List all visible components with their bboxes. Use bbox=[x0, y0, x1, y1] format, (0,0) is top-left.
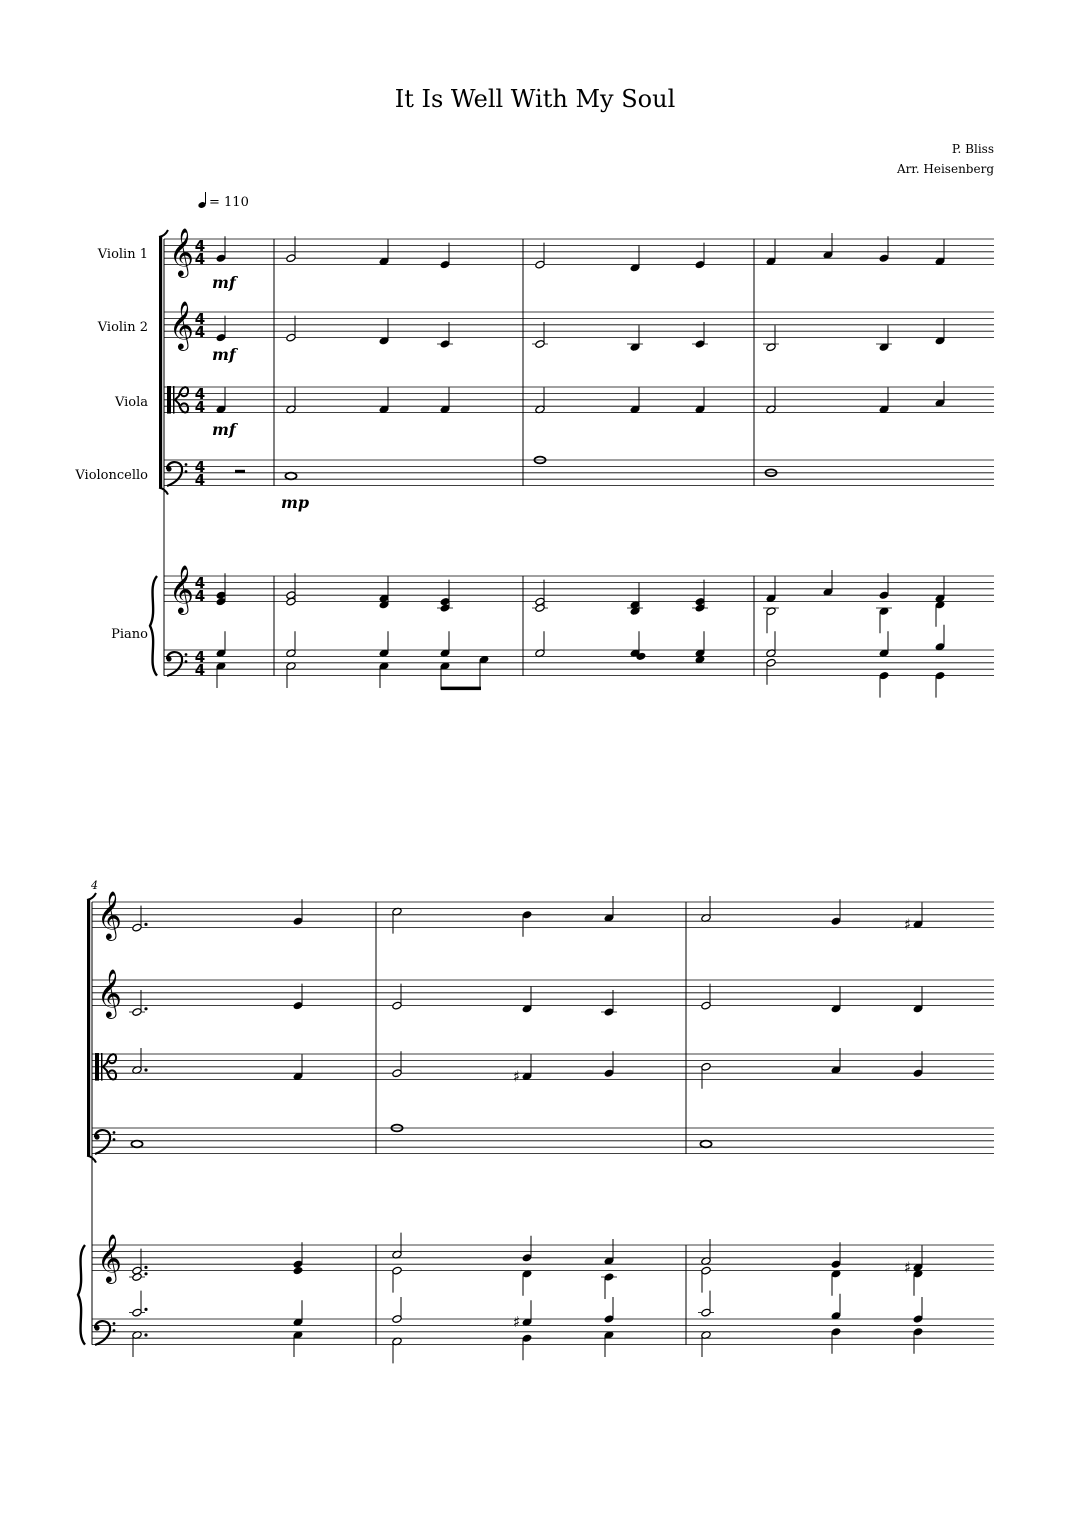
note bbox=[379, 662, 389, 688]
treble-clef-icon: 𝄞 bbox=[169, 300, 194, 349]
alto-clef-bar bbox=[173, 386, 175, 414]
dynamic-violin-1: mf bbox=[212, 273, 236, 292]
treble-clef-icon: 𝄞 bbox=[97, 968, 122, 1017]
note bbox=[522, 987, 532, 1013]
notehead bbox=[700, 1141, 711, 1148]
staff bbox=[92, 980, 994, 1006]
note bbox=[701, 1266, 711, 1292]
note bbox=[216, 387, 226, 413]
note bbox=[831, 899, 841, 925]
note bbox=[913, 1297, 923, 1323]
note bbox=[630, 387, 640, 413]
note bbox=[700, 1141, 711, 1148]
note bbox=[831, 1242, 841, 1268]
note bbox=[293, 1242, 303, 1268]
augmentation-dot bbox=[144, 1266, 147, 1269]
note bbox=[293, 1300, 303, 1326]
note bbox=[627, 325, 643, 351]
note bbox=[701, 1239, 711, 1265]
note bbox=[876, 607, 892, 633]
bracket-bar bbox=[159, 237, 162, 488]
note bbox=[823, 233, 833, 259]
note bbox=[293, 1054, 303, 1080]
bass-clef-dot bbox=[113, 1138, 116, 1141]
note bbox=[131, 1141, 142, 1148]
note bbox=[601, 990, 617, 1016]
bass-clef-icon bbox=[94, 1321, 115, 1345]
note bbox=[532, 322, 548, 348]
augmentation-dot bbox=[144, 1007, 147, 1010]
note bbox=[823, 570, 833, 596]
bass-clef-dot bbox=[166, 466, 171, 471]
score-title: It Is Well With My Soul bbox=[394, 85, 676, 113]
augmentation-dot bbox=[144, 923, 147, 926]
time-signature-denominator: 4 bbox=[194, 661, 206, 679]
time-signature-numerator: 4 bbox=[194, 385, 206, 403]
treble-clef-icon: 𝄞 bbox=[169, 227, 194, 276]
note bbox=[535, 243, 545, 269]
note bbox=[129, 1272, 148, 1281]
note bbox=[913, 1051, 923, 1077]
note bbox=[129, 990, 148, 1016]
staff bbox=[92, 1128, 994, 1154]
note bbox=[535, 631, 545, 657]
note bbox=[285, 473, 296, 480]
note bbox=[132, 1249, 148, 1275]
note bbox=[913, 1327, 923, 1353]
note bbox=[604, 896, 614, 922]
sharp-sign: ♯ bbox=[904, 915, 912, 934]
note bbox=[604, 1297, 614, 1323]
sharp-sign: ♯ bbox=[904, 1258, 912, 1277]
note bbox=[437, 322, 453, 348]
note bbox=[522, 1269, 532, 1295]
time-signature-numerator: 4 bbox=[194, 648, 206, 666]
note bbox=[766, 658, 776, 684]
note bbox=[935, 381, 945, 407]
note bbox=[701, 896, 711, 922]
bass-clef-icon bbox=[94, 1130, 115, 1154]
note bbox=[935, 239, 945, 265]
note bbox=[766, 576, 776, 602]
note bbox=[879, 236, 889, 262]
notehead bbox=[293, 1266, 303, 1275]
half-rest bbox=[235, 470, 245, 473]
note bbox=[216, 316, 226, 342]
note bbox=[132, 1048, 148, 1074]
note bbox=[392, 1337, 402, 1363]
note bbox=[392, 984, 402, 1010]
note bbox=[440, 387, 450, 413]
note bbox=[604, 1331, 614, 1357]
note bbox=[293, 984, 303, 1010]
note bbox=[831, 1294, 841, 1320]
note bbox=[513, 1300, 532, 1331]
bass-clef-curve bbox=[167, 652, 182, 676]
note bbox=[935, 625, 945, 651]
sharp-sign: ♯ bbox=[513, 1313, 521, 1332]
bass-clef-dot bbox=[185, 463, 188, 466]
note bbox=[904, 902, 923, 933]
note bbox=[293, 1331, 303, 1357]
time-signature-numerator: 4 bbox=[194, 574, 206, 592]
staff bbox=[92, 1319, 994, 1345]
note bbox=[379, 387, 389, 413]
note bbox=[216, 631, 226, 657]
note bbox=[216, 236, 226, 262]
note bbox=[695, 243, 705, 269]
bass-clef-icon bbox=[166, 462, 187, 486]
note bbox=[879, 631, 889, 657]
treble-clef-icon: 𝄞 bbox=[97, 890, 122, 939]
instrument-name-piano: Piano bbox=[111, 627, 148, 642]
note bbox=[701, 984, 711, 1010]
note bbox=[879, 671, 889, 697]
note bbox=[701, 1331, 711, 1357]
instrument-name-violoncello: Violoncello bbox=[75, 468, 148, 483]
tempo-marking bbox=[197, 192, 248, 210]
note bbox=[293, 1266, 303, 1275]
augmentation-dot bbox=[144, 1272, 147, 1275]
note bbox=[379, 319, 389, 345]
note bbox=[286, 236, 296, 262]
note bbox=[935, 576, 945, 602]
note bbox=[522, 910, 532, 936]
tempo-text: = 110 bbox=[209, 195, 249, 210]
note bbox=[630, 631, 640, 657]
staff bbox=[92, 902, 994, 928]
beam bbox=[441, 687, 481, 691]
note bbox=[695, 387, 705, 413]
note bbox=[535, 387, 545, 413]
note bbox=[879, 573, 889, 599]
note bbox=[698, 1291, 714, 1317]
note bbox=[286, 631, 296, 657]
time-signature-denominator: 4 bbox=[194, 323, 206, 341]
notehead bbox=[131, 1141, 142, 1148]
sharp-sign: ♯ bbox=[513, 1067, 521, 1086]
note bbox=[831, 1269, 841, 1295]
note bbox=[392, 1297, 402, 1323]
instrument-name-viola: Viola bbox=[114, 395, 148, 410]
note bbox=[766, 631, 776, 657]
note bbox=[513, 1054, 532, 1085]
staff bbox=[92, 1245, 994, 1271]
note bbox=[601, 1273, 617, 1299]
bracket-bar bbox=[87, 900, 90, 1156]
note bbox=[876, 325, 892, 351]
bass-clef-curve bbox=[95, 1321, 110, 1345]
note bbox=[913, 987, 923, 1013]
dynamic-violoncello: mp bbox=[281, 493, 310, 512]
alto-clef-bar bbox=[101, 1053, 103, 1081]
staff bbox=[164, 312, 994, 338]
note bbox=[766, 387, 776, 413]
note bbox=[392, 1051, 402, 1077]
treble-clef-icon: 𝄞 bbox=[169, 564, 194, 613]
instrument-name-violin-1: Violin 1 bbox=[97, 247, 148, 262]
augmentation-dot bbox=[144, 1068, 147, 1071]
note bbox=[440, 631, 450, 657]
note bbox=[913, 1269, 923, 1295]
augmentation-dot bbox=[144, 1308, 147, 1311]
bass-clef-icon bbox=[166, 652, 187, 676]
time-signature-denominator: 4 bbox=[194, 398, 206, 416]
note bbox=[392, 907, 402, 933]
bass-clef-dot bbox=[185, 653, 188, 656]
note bbox=[766, 239, 776, 265]
time-signature-numerator: 4 bbox=[194, 237, 206, 255]
bass-clef-dot bbox=[94, 1134, 99, 1139]
note bbox=[379, 631, 389, 657]
composer-credit: P. Bliss bbox=[951, 142, 994, 156]
bass-clef-curve bbox=[167, 462, 182, 486]
bass-clef-dot bbox=[94, 1325, 99, 1330]
note bbox=[392, 1266, 402, 1292]
note bbox=[831, 1048, 841, 1074]
note bbox=[935, 671, 945, 697]
note bbox=[379, 239, 389, 265]
dynamic-violin-2: mf bbox=[212, 345, 236, 364]
augmentation-dot bbox=[144, 1333, 147, 1336]
note bbox=[701, 1062, 711, 1088]
note bbox=[440, 243, 450, 269]
note bbox=[216, 662, 226, 688]
time-signature-denominator: 4 bbox=[194, 587, 206, 605]
notehead bbox=[132, 1273, 142, 1282]
note bbox=[132, 906, 148, 932]
note bbox=[604, 1239, 614, 1265]
notation bbox=[78, 227, 994, 1363]
dynamic-viola: mf bbox=[212, 420, 236, 439]
bass-clef-dot bbox=[166, 656, 171, 661]
note bbox=[879, 387, 889, 413]
note bbox=[286, 662, 296, 688]
treble-clef-icon: 𝄞 bbox=[97, 1233, 122, 1282]
note bbox=[129, 1291, 148, 1317]
arranger-credit: Arr. Heisenberg bbox=[896, 162, 994, 176]
bass-clef-curve bbox=[95, 1130, 110, 1154]
time-signature-denominator: 4 bbox=[194, 250, 206, 268]
instrument-name-violin-2: Violin 2 bbox=[97, 320, 148, 335]
note bbox=[763, 325, 779, 351]
time-signature-denominator: 4 bbox=[194, 471, 206, 489]
piano-brace bbox=[78, 1245, 85, 1345]
piano-brace bbox=[150, 576, 157, 676]
note bbox=[286, 316, 296, 342]
note bbox=[935, 319, 945, 345]
alto-clef-bar bbox=[167, 386, 171, 414]
note bbox=[630, 246, 640, 272]
note bbox=[286, 387, 296, 413]
measure-number: 4 bbox=[91, 879, 98, 892]
note bbox=[935, 600, 945, 626]
note bbox=[695, 631, 705, 657]
note bbox=[604, 1051, 614, 1077]
staff bbox=[92, 1054, 994, 1080]
note bbox=[392, 1233, 402, 1259]
note bbox=[831, 1327, 841, 1353]
bracket-top bbox=[159, 230, 168, 237]
notehead bbox=[285, 473, 296, 480]
bass-clef-dot bbox=[113, 1322, 116, 1325]
note bbox=[132, 1331, 148, 1357]
note bbox=[522, 1334, 532, 1360]
bracket-top bbox=[87, 893, 96, 900]
time-signature-numerator: 4 bbox=[194, 458, 206, 476]
bass-clef-dot bbox=[113, 1131, 116, 1134]
bass-clef-dot bbox=[185, 660, 188, 663]
alto-clef-bar bbox=[95, 1053, 99, 1081]
time-signature-numerator: 4 bbox=[194, 310, 206, 328]
note bbox=[522, 1236, 532, 1262]
note bbox=[763, 607, 779, 633]
note bbox=[692, 322, 708, 348]
note bbox=[293, 899, 303, 925]
bass-clef-dot bbox=[185, 470, 188, 473]
note bbox=[831, 987, 841, 1013]
bass-clef-dot bbox=[113, 1329, 116, 1332]
